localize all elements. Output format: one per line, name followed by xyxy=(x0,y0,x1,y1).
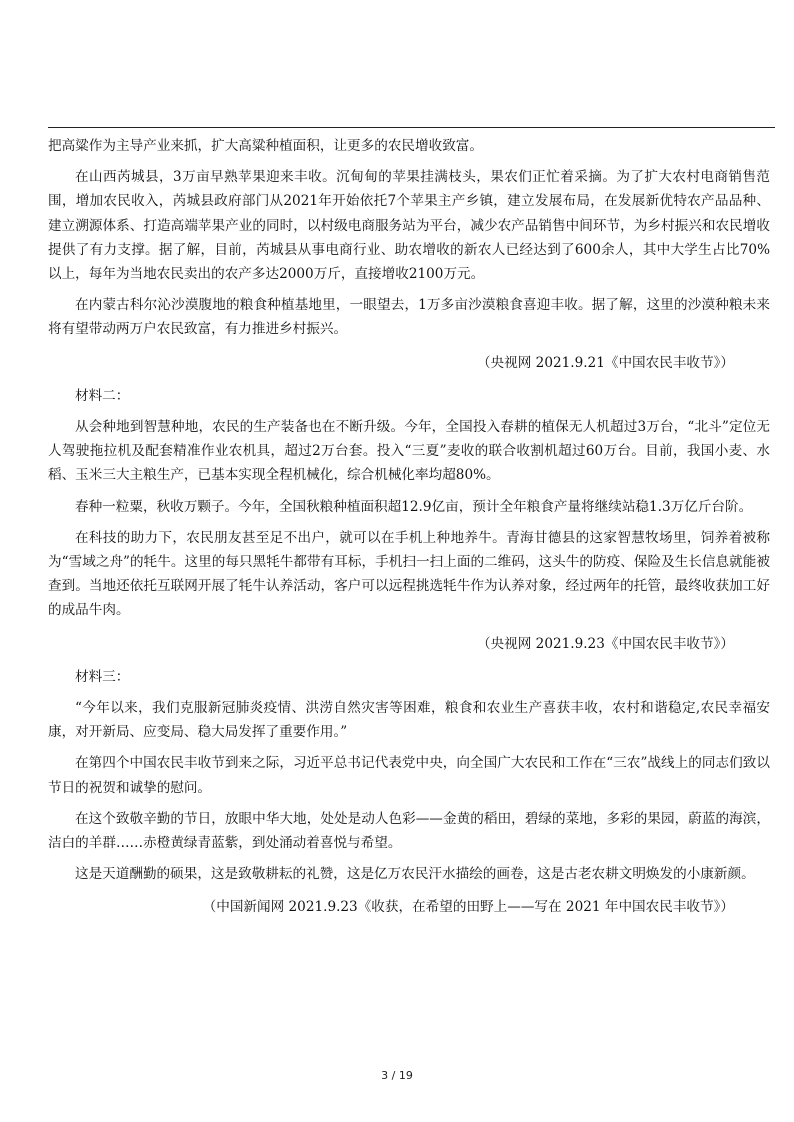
document-body xyxy=(48,134,770,929)
paragraph: 在这个致敬辛勤的节日，放眼中华大地，处处是动人色彩——金黄的稻田，碧绿的菜地，多彩的果园，蔚蓝的海滨，洁白的羊群……赤橙黄绿青蓝紫，到处涌动着喜悦与希望。 xyxy=(48,810,770,852)
paragraph: 从会种地到智慧种地，农民的生产装备也在不断升级。今年，全国投入春耕的植保无人机超过3万台，“北斗”定位无人驾驶拖拉机及配套精准作业农机具，超过2万台套。投入“三夏”麦收的联合收割机超过60万台。目前，我国小麦、水稻、玉米三大主粮生产，已基本实现全程机械化，综合机械化率均超80%。 xyxy=(48,419,770,484)
page-number: 3 / 19 xyxy=(381,1069,413,1082)
paragraph: 在第四个中国农民丰收节到来之际，习近平总书记代表党中央，向全国广大农民和工作在“三农”战线上的同志们致以节日的祝贺和诚挚的慰问。 xyxy=(48,755,770,796)
paragraph: 在内蒙古科尔沁沙漠腹地的粮食种植基地里，一眼望去，1万多亩沙漠粮食喜迎丰收。据了解，这里的沙漠种粮未来将有望带动两万户农民致富，有力推进乡村振兴。 xyxy=(48,297,770,338)
paragraph: 把高粱作为主导产业来抓，扩大高粱种植面积，让更多的农民增收致富。 xyxy=(48,138,483,154)
paragraph: 这是天道酬勤的硕果，这是致敬耕耘的礼赞，这是亿万农民汗水描绘的画卷，这是古老农耕文明焕发的小康新颜。 xyxy=(75,866,755,883)
paragraph: 春种一粒粟，秋收万颗子。今年，全国秋粮种植面积超12.9亿亩，预计全年粮食产量将继续站稳1.3万亿斤台阶。 xyxy=(75,498,753,515)
paragraph: “今年以来，我们克服新冠肺炎疫情、洪涝自然灾害等困难，粮食和农业生产喜获丰收，农村和谐稳定,农民幸福安康，对开新局、应变局、稳大局发挥了重要作用。” xyxy=(48,700,770,741)
section-heading: 材料二： xyxy=(75,387,130,404)
source-citation: （央视网 2021.9.23《中国农民丰收节》） xyxy=(476,635,734,652)
paragraph: 在科技的助力下，农民朋友甚至足不出户，就可以在手机上种地养牛。青海甘德县的这家智慧牧场里，饲养着被称为“雪域之舟”的牦牛。这里的每只黑牦牛都带有耳标，手机扫一扫上面的二维码，这头牛的防疫、保险及生长信息就能被查到。当地还依托互联网开展了牦牛认养活动，客户可以远程挑选牦牛作为认养对象，经过两年的托管，最终收获加工好的成品牛肉。 xyxy=(48,529,770,619)
section-heading: 材料三： xyxy=(75,668,130,685)
paragraph: 在山西芮城县，3万亩早熟苹果迎来丰收。沉甸甸的苹果挂满枝头，果农们正忙着采摘。为了扩大农村电商销售范围，增加农民收入，芮城县政府部门从2021年开始依托7个苹果主产乡镇，建立发展布局，在发展新优特农产品品种、建立溯源体系、打造高端苹果产业的同时，以村级电商服务站为平台，减少农产品销售中间环节，为乡村振兴和农民增收提供了有力支撑。据了解，目前，芮城县从事电商行业、助农增收的新农人已经达到了600余人，其中大学生占比70%以上，每年为当地农民卖出的农产多达2000万斤，直接增收2100万元。 xyxy=(48,169,770,283)
source-citation: （央视网 2021.9.21《中国农民丰收节》） xyxy=(476,354,734,371)
source-citation: （中国新闻网 2021.9.23《收获，在希望的田野上——写在 2021 年中国农民丰收节》） xyxy=(202,899,734,916)
header-rule xyxy=(48,127,775,128)
